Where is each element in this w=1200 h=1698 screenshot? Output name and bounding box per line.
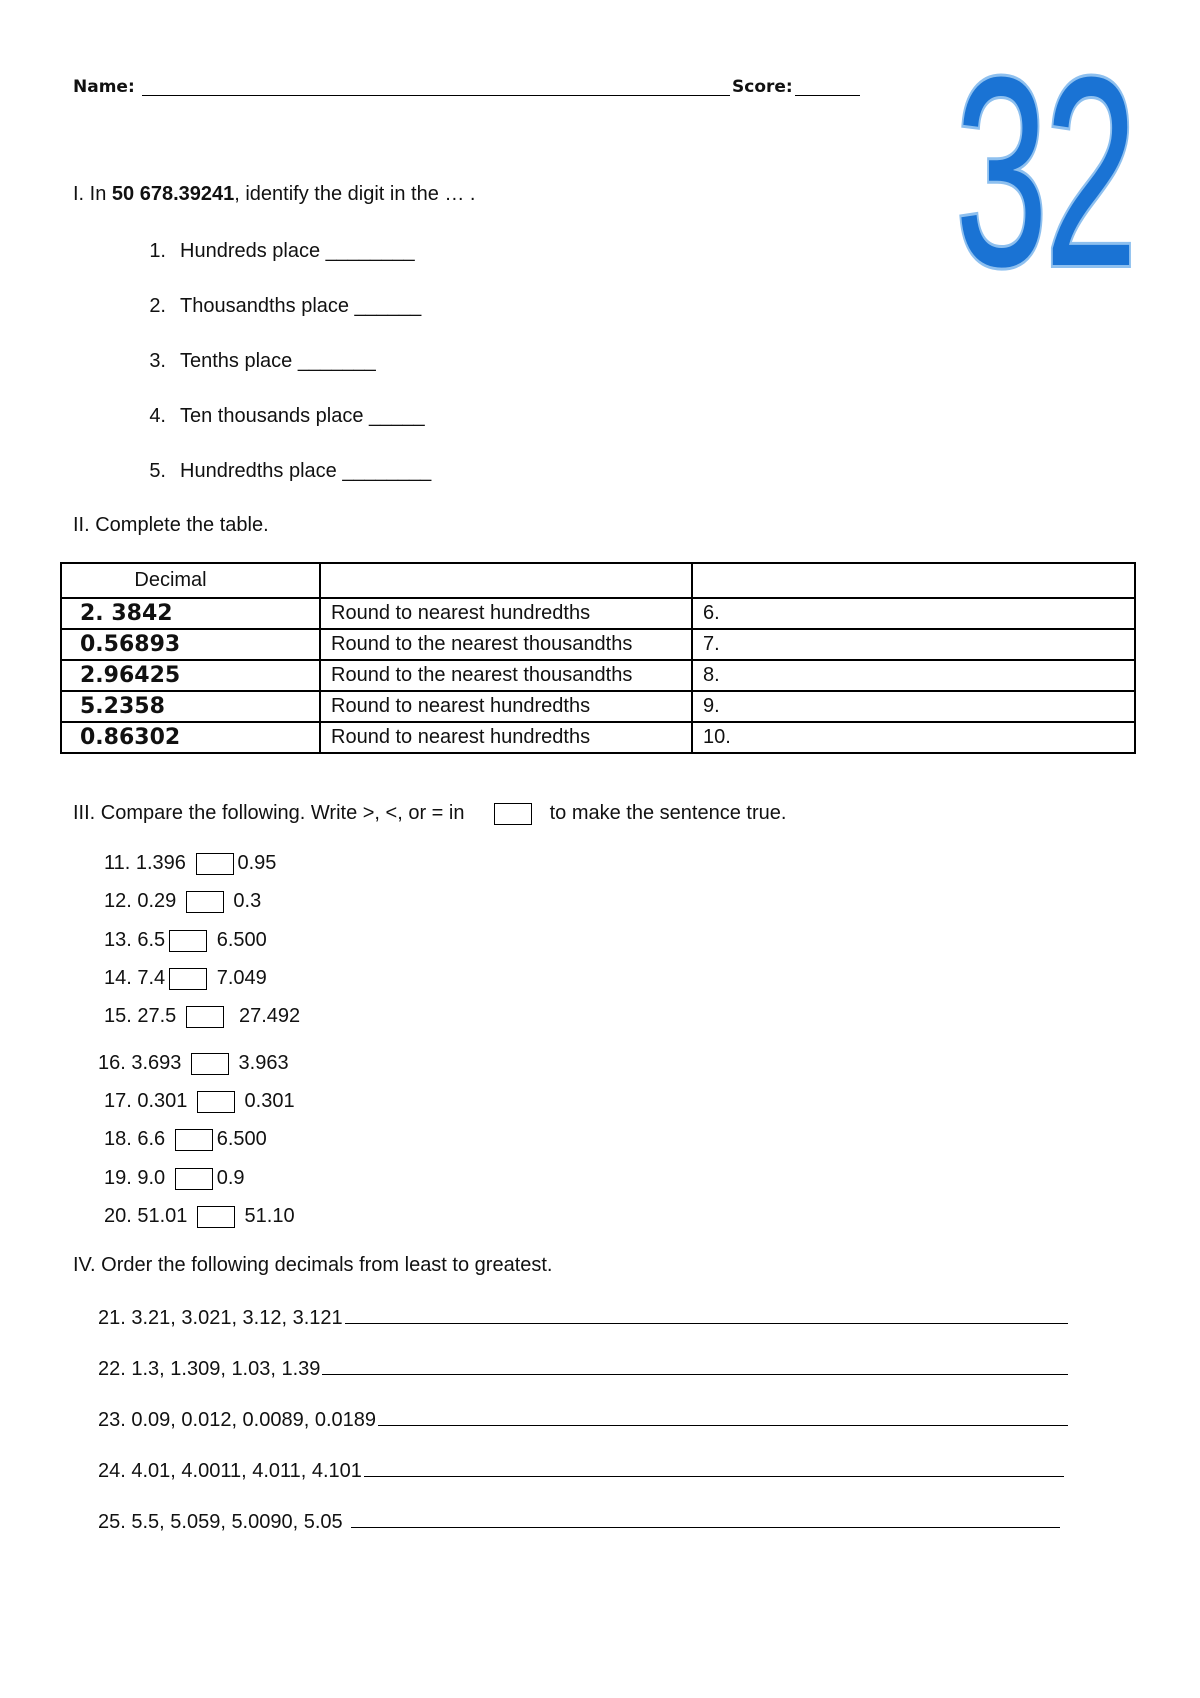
list-item (130, 460, 431, 483)
compare-right: 0.3 (233, 890, 262, 912)
compare-right: 7.049 (216, 967, 267, 989)
compare-answer-box[interactable] (186, 891, 224, 913)
table-header-cell: Decimal (61, 563, 320, 598)
order-item-text: 21. 3.21, 3.021, 3.12, 3.121 (98, 1307, 343, 1329)
table-row (61, 598, 1135, 629)
order-item (98, 1305, 1068, 1330)
compare-right: 6.500 (216, 929, 267, 951)
compare-item (104, 967, 267, 990)
order-item (98, 1458, 1064, 1483)
section1-suffix: , identify the digit in the … . (234, 183, 476, 205)
order-item-text: 22. 1.3, 1.309, 1.03, 1.39 (98, 1358, 321, 1380)
compare-item (98, 1052, 289, 1075)
compare-item (104, 1128, 267, 1151)
table-header-row (61, 563, 1135, 598)
item-number: 2. (149, 295, 166, 317)
table-header-cell (692, 563, 1135, 598)
task-cell: Round to nearest hundredths (320, 722, 692, 753)
compare-left: 20. 51.01 (104, 1205, 188, 1227)
compare-left: 14. 7.4 (104, 967, 166, 989)
compare-answer-box[interactable] (186, 1006, 224, 1028)
compare-item (104, 929, 267, 952)
answer-cell[interactable]: 10. (692, 722, 1135, 753)
compare-answer-box[interactable] (191, 1053, 229, 1075)
table-header-cell (320, 563, 692, 598)
compare-item (104, 1005, 300, 1028)
section2-title: II. Complete the table. (73, 514, 269, 536)
compare-right: 51.10 (244, 1205, 295, 1227)
list-item (130, 350, 376, 373)
table-row (61, 660, 1135, 691)
item-number: 1. (149, 240, 166, 262)
order-item (98, 1356, 1068, 1381)
compare-answer-box[interactable] (169, 968, 207, 990)
answer-line[interactable] (378, 1407, 1068, 1426)
compare-right: 3.963 (238, 1052, 289, 1074)
item-number: 4. (149, 405, 166, 427)
example-answer-box (494, 803, 532, 825)
compare-item (104, 1205, 295, 1228)
task-cell: Round to nearest hundredths (320, 691, 692, 722)
answer-line[interactable] (345, 1305, 1068, 1324)
compare-right: 0.301 (244, 1090, 295, 1112)
item-number: 5. (149, 460, 166, 482)
list-item (130, 295, 421, 318)
order-item-text: 24. 4.01, 4.0011, 4.011, 4.101 (98, 1460, 362, 1482)
answer-line[interactable] (322, 1356, 1068, 1375)
answer-cell[interactable]: 7. (692, 629, 1135, 660)
table-row (61, 722, 1135, 753)
order-item-text: 25. 5.5, 5.059, 5.0090, 5.05 (98, 1511, 343, 1533)
compare-left: 13. 6.5 (104, 929, 166, 951)
section3-instruction-before: III. Compare the following. Write >, <, or = in (73, 802, 465, 824)
compare-left: 18. 6.6 (104, 1128, 166, 1150)
name-field-line[interactable] (142, 80, 730, 96)
section3-instruction-after: to make the sentence true. (549, 802, 787, 824)
compare-left: 15. 27.5 (104, 1005, 177, 1027)
compare-left: 19. 9.0 (104, 1167, 166, 1189)
decimal-cell: 0.86302 (61, 722, 320, 753)
answer-line[interactable] (364, 1458, 1064, 1477)
compare-right: 0.9 (216, 1167, 245, 1189)
compare-right: 0.95 (237, 852, 277, 874)
name-label: Name: (73, 77, 135, 97)
compare-item (104, 852, 276, 875)
order-item (98, 1407, 1068, 1432)
compare-answer-box[interactable] (197, 1091, 235, 1113)
compare-left: 17. 0.301 (104, 1090, 188, 1112)
order-item-text: 23. 0.09, 0.012, 0.0089, 0.0189 (98, 1409, 377, 1431)
compare-item (104, 1090, 295, 1113)
item-text: Thousandths place ______ (180, 295, 422, 317)
item-text: Hundredths place ________ (180, 460, 432, 482)
compare-right: 27.492 (238, 1005, 301, 1027)
compare-left: 12. 0.29 (104, 890, 177, 912)
section1-number: 50 678.39241 (111, 183, 235, 205)
rounding-table (60, 562, 1136, 754)
item-text: Ten thousands place _____ (180, 405, 425, 427)
answer-line[interactable] (351, 1509, 1060, 1528)
score-field-line[interactable] (795, 80, 860, 96)
section4-title: IV. Order the following decimals from least to greatest. (73, 1254, 553, 1276)
section1-instruction (73, 183, 476, 206)
task-cell: Round to the nearest thousandths (320, 629, 692, 660)
decimal-cell: 2. 3842 (61, 598, 320, 629)
compare-left: 16. 3.693 (98, 1052, 182, 1074)
list-item (130, 405, 425, 428)
decimal-cell: 5.2358 (61, 691, 320, 722)
item-number: 3. (149, 350, 166, 372)
table-row (61, 691, 1135, 722)
list-item (130, 240, 415, 263)
worksheet-number-badge: 32 (955, 22, 1134, 323)
compare-answer-box[interactable] (169, 930, 207, 952)
table-row (61, 629, 1135, 660)
section1-prefix: I. In (73, 183, 112, 205)
compare-answer-box[interactable] (175, 1168, 213, 1190)
compare-left: 11. 1.396 (104, 852, 186, 874)
item-text: Hundreds place ________ (180, 240, 415, 262)
answer-cell[interactable]: 6. (692, 598, 1135, 629)
answer-cell[interactable]: 8. (692, 660, 1135, 691)
decimal-cell: 2.96425 (61, 660, 320, 691)
score-label: Score: (732, 77, 793, 97)
order-item (98, 1509, 1060, 1534)
compare-answer-box[interactable] (197, 1206, 235, 1228)
task-cell: Round to nearest hundredths (320, 598, 692, 629)
section3-instruction (73, 802, 786, 825)
answer-cell[interactable]: 9. (692, 691, 1135, 722)
compare-answer-box[interactable] (175, 1129, 213, 1151)
decimal-cell: 0.56893 (61, 629, 320, 660)
compare-item (104, 890, 261, 913)
task-cell: Round to the nearest thousandths (320, 660, 692, 691)
compare-item (104, 1167, 245, 1190)
item-text: Tenths place _______ (180, 350, 376, 372)
compare-right: 6.500 (216, 1128, 267, 1150)
compare-answer-box[interactable] (196, 853, 234, 875)
